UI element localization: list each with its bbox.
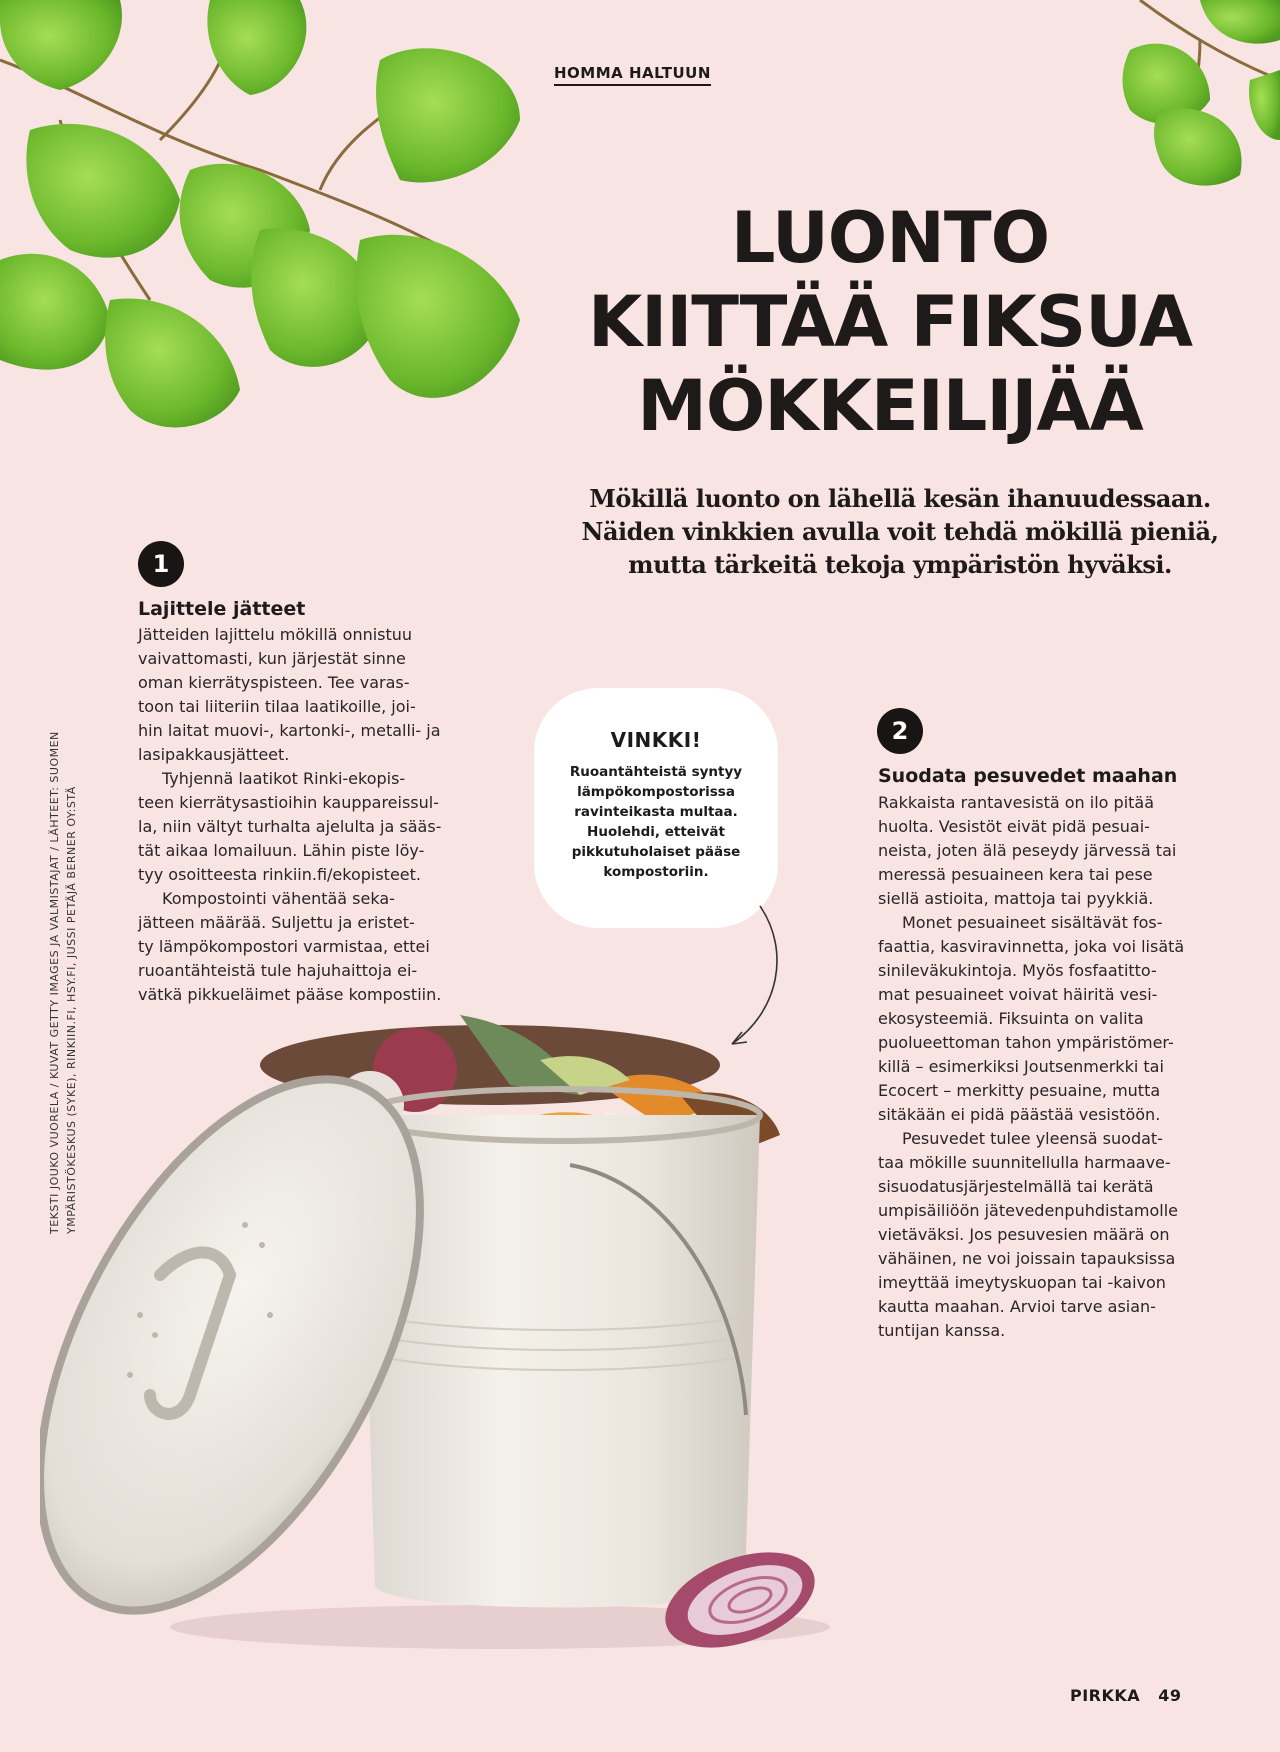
tip-title: VINKKI!: [610, 728, 702, 752]
body-line: kautta maahan. Arvioi tarve asian-: [878, 1297, 1156, 1316]
section-body: [878, 791, 1198, 1343]
body-line: imeyttää imeytyskuopan tai -kaivon: [878, 1273, 1166, 1292]
body-line: meressä pesuaineen kera tai pese: [878, 865, 1153, 884]
body-line: Rakkaista rantavesistä on ilo pitää: [878, 793, 1155, 812]
body-line: vähäinen, ne voi joissain tapauksissa: [878, 1249, 1176, 1268]
headline-line: MÖKKEILIJÄÄ: [637, 365, 1143, 447]
body-line: Ecocert – merkitty pesuaine, mutta: [878, 1081, 1161, 1100]
tip-line: Huolehdi, etteivät: [587, 824, 725, 840]
tip-bubble: [534, 688, 778, 928]
tip-line: pikkutuholaiset pääse: [571, 844, 741, 860]
body-line: jätteen määrää. Suljettu ja eristet-: [138, 913, 415, 932]
body-line: puolueettoman tahon ympäristömer-: [878, 1033, 1174, 1052]
credit-line: TEKSTI JOUKO VUORELA / KUVAT GETTY IMAGES JA VALMISTAJAT / LÄHTEET: SUOMEN: [48, 731, 61, 1234]
body-line: huolta. Vesistöt eivät pidä pesuai-: [878, 817, 1150, 836]
body-line: lasipakkausjätteet.: [138, 745, 290, 764]
lead-paragraph: [580, 482, 1220, 581]
body-line: Tyhjennä laatikot Rinki-ekopis-: [162, 769, 406, 788]
body-line: neista, joten älä peseydy järvessä tai: [878, 841, 1177, 860]
body-line: sitäkään ei pidä päästää vesistöön.: [878, 1105, 1161, 1124]
tip-text: [534, 762, 778, 882]
headline-line: KIITTÄÄ FIKSUA: [587, 281, 1193, 363]
body-line: Jätteiden lajittelu mökillä onnistuu: [138, 625, 413, 644]
tip-line: lämpökompostorissa: [577, 784, 735, 800]
lead-line: Mökillä luonto on lähellä kesän ihanuudessaan.: [589, 484, 1211, 513]
body-line: oman kierrätyspisteen. Tee varas-: [138, 673, 410, 692]
body-line: vaivattomasti, kun järjestät sinne: [138, 649, 406, 668]
lead-line: Näiden vinkkien avulla voit tehdä mökillä pieniä,: [581, 517, 1219, 546]
body-line: sinileväkukintoja. Myös fosfaatitto-: [878, 961, 1157, 980]
section-number-badge: 2: [877, 708, 923, 754]
birch-leaves-image: [1100, 0, 1280, 190]
body-line: Pesuvedet tulee yleensä suodat-: [902, 1129, 1163, 1148]
section-title: Suodata pesuvedet maahan: [878, 765, 1178, 787]
birch-leaves-image: [0, 0, 560, 440]
body-line: hin laitat muovi-, kartonki-, metalli- ja: [138, 721, 441, 740]
tip-line: Ruoantähteistä syntyy: [569, 764, 743, 780]
headline: [540, 196, 1240, 448]
body-line: Kompostointi vähentää seka-: [162, 889, 395, 908]
body-line: tät aikaa lomailuun. Lähin piste löy-: [138, 841, 425, 860]
body-line: la, niin vältyt turhalta ajelulta ja sääs-: [138, 817, 442, 836]
body-line: ekosysteemiä. Fiksuinta on valita: [878, 1009, 1144, 1028]
page-footer: [1070, 1686, 1199, 1705]
body-line: taa mökille suunnitellulla harmaave-: [878, 1153, 1171, 1172]
body-line: faattia, kasviravinnetta, joka voi lisätä: [878, 937, 1185, 956]
section-number-badge: 1: [138, 541, 184, 587]
body-line: ty lämpökompostori varmistaa, ettei: [138, 937, 430, 956]
body-line: teen kierrätysastioihin kauppareissul-: [138, 793, 439, 812]
body-line: tuntijan kanssa.: [878, 1321, 1006, 1340]
section-kicker: HOMMA HALTUUN: [554, 64, 711, 86]
body-line: ruoantähteistä tule hajuhaittoja ei-: [138, 961, 418, 980]
body-line: vätkä pikkueläimet pääse kompostiin.: [138, 985, 442, 1004]
body-line: sisuodatusjärjestelmällä tai kerätä: [878, 1177, 1154, 1196]
lead-line: mutta tärkeitä tekoja ympäristön hyväksi.: [628, 550, 1172, 579]
body-line: toon tai liiteriin tilaa laatikoille, joi-: [138, 697, 416, 716]
page-number: 49: [1158, 1686, 1182, 1705]
compost-bin-image: [40, 1015, 880, 1655]
body-line: Monet pesuaineet sisältävät fos-: [902, 913, 1163, 932]
body-line: vietäväksi. Jos pesuvesien määrä on: [878, 1225, 1170, 1244]
body-line: umpisäiliöön jätevedenpuhdistamolle: [878, 1201, 1178, 1220]
body-line: mat pesuaineet voivat häiritä vesi-: [878, 985, 1158, 1004]
body-line: siellä astioita, mattoja tai pyykkiä.: [878, 889, 1154, 908]
section-title: Lajittele jätteet: [138, 598, 306, 620]
tip-line: ravinteikasta multaa.: [574, 804, 738, 820]
headline-line: LUONTO: [730, 197, 1050, 279]
tip-line: kompostoriin.: [603, 864, 709, 880]
section-body: [138, 623, 458, 1007]
credit-line: YMPÄRISTÖKESKUS (SYKE), RINKIIN.FI, HSY.FI, JUSSI PETÄJÄ BERNER OY:STÄ: [65, 786, 78, 1234]
body-line: killä – esimerkiksi Joutsenmerkki tai: [878, 1057, 1164, 1076]
body-line: tyy osoitteesta rinkiin.fi/ekopisteet.: [138, 865, 421, 884]
brand-name: PIRKKA: [1070, 1686, 1141, 1705]
